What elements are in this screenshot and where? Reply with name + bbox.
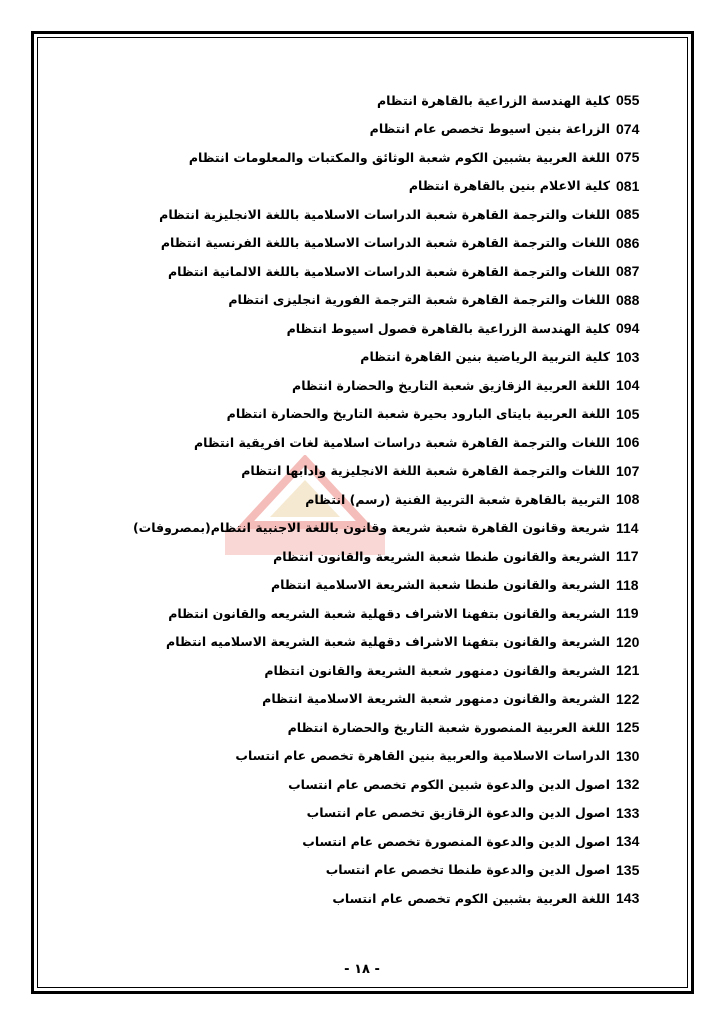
list-item: [60, 685, 650, 714]
list-item: [60, 599, 650, 628]
program-code: 107: [616, 462, 640, 479]
list-item: [60, 856, 650, 885]
program-code: 055: [616, 92, 640, 109]
program-name: اصول الدين والدعوة طنطا تخصص عام انتساب: [325, 862, 610, 878]
program-name: اصول الدين والدعوة المنصورة تخصص عام انتساب: [302, 833, 610, 849]
program-name: كلية الهندسة الزراعية بالقاهرة انتظام: [376, 92, 610, 108]
program-code: 118: [616, 576, 639, 593]
program-code: 121: [616, 662, 640, 679]
list-item: [60, 343, 650, 372]
program-name: اللغة العربية الزقازيق شعبة التاريخ والحضارة انتظام: [292, 377, 610, 393]
program-code: 085: [616, 206, 640, 223]
list-item: [60, 571, 650, 600]
program-code: 081: [616, 177, 640, 194]
program-code: 122: [616, 690, 640, 707]
program-name: اللغة العربية بشبين الكوم شعبة الوثائق والمكتبات والمعلومات انتظام: [188, 149, 610, 165]
program-code: 106: [616, 434, 640, 451]
list-item: [60, 286, 650, 315]
program-name: الشريعة والقانون بتفهنا الاشراف دقهلية شعبة الشريعة الاسلاميه انتظام: [166, 634, 610, 650]
program-code: 132: [616, 776, 640, 793]
program-name: اصول الدين والدعوة الزقازيق تخصص عام انتساب: [306, 805, 610, 821]
program-name: التربية بالقاهرة شعبة التربية الفنية (رسم) انتظام: [305, 491, 610, 507]
program-name: اصول الدين والدعوة شبين الكوم تخصص عام انتساب: [288, 776, 610, 792]
program-name: كلية التربية الرياضية بنين القاهرة انتظام: [360, 349, 610, 365]
program-name: اللغات والترجمة القاهرة شعبة اللغة الانجليزية وادابها انتظام: [241, 463, 610, 479]
list-item: [60, 371, 650, 400]
list-item: [60, 115, 650, 144]
program-name: اللغات والترجمة القاهرة شعبة الترجمة الفورية انجليزى انتظام: [228, 292, 610, 308]
program-list: [60, 86, 650, 913]
program-name: اللغات والترجمة القاهرة شعبة دراسات اسلامية لغات افريقية انتظام: [194, 434, 610, 450]
list-item: [60, 884, 650, 913]
list-item: [60, 257, 650, 286]
program-code: 087: [616, 263, 640, 280]
page-number: - ١٨ -: [344, 962, 380, 977]
program-name: اللغة العربية المنصورة شعبة التاريخ والحضارة انتظام: [287, 719, 610, 735]
program-name: كلية الهندسة الزراعية بالقاهرة فصول اسيوط انتظام: [286, 320, 610, 336]
program-name: اللغات والترجمة القاهرة شعبة الدراسات الاسلامية باللغة الانجليزية انتظام: [159, 206, 610, 222]
list-item: [60, 713, 650, 742]
list-item: [60, 742, 650, 771]
program-name: الشريعة والقانون دمنهور شعبة الشريعة الاسلامية انتظام: [262, 691, 610, 707]
program-code: 133: [616, 804, 640, 821]
program-code: 094: [616, 320, 640, 337]
list-item: [60, 542, 650, 571]
program-code: 134: [616, 833, 640, 850]
list-item: [60, 172, 650, 201]
list-item: [60, 799, 650, 828]
program-code: 125: [616, 719, 640, 736]
program-name: شريعة وقانون القاهرة شعبة شريعة وقانون باللغة الاجنبية انتظام(بمصروفات): [132, 520, 610, 536]
program-name: اللغات والترجمة القاهرة شعبة الدراسات الاسلامية باللغة الفرنسية انتظام: [160, 235, 610, 251]
program-code: 130: [616, 747, 640, 764]
list-item: [60, 827, 650, 856]
program-code: 103: [616, 348, 640, 365]
program-code: 120: [616, 633, 640, 650]
list-item: [60, 229, 650, 258]
program-name: الدراسات الاسلامية والعربية بنين القاهرة تخصص عام انتساب: [235, 748, 610, 764]
program-name: الشريعة والقانون بتفهنا الاشراف دقهلية شعبة الشريعه والقانون انتظام: [168, 605, 610, 621]
list-item: [60, 314, 650, 343]
list-item: [60, 457, 650, 486]
program-code: 088: [616, 291, 640, 308]
program-code: 074: [616, 120, 640, 137]
program-code: 086: [616, 234, 640, 251]
program-code: 135: [616, 861, 640, 878]
program-code: 114: [616, 519, 639, 536]
list-item: [60, 143, 650, 172]
program-name: اللغات والترجمة القاهرة شعبة الدراسات الاسلامية باللغة الالمانية انتظام: [167, 263, 610, 279]
list-item: [60, 656, 650, 685]
program-name: كلية الاعلام بنين بالقاهرة انتظام: [408, 178, 610, 194]
program-name: الشريعة والقانون طنطا شعبة الشريعة الاسلامية انتظام: [270, 577, 610, 593]
program-code: 105: [616, 405, 640, 422]
program-name: الزراعة بنين اسيوط تخصص عام انتظام: [369, 121, 610, 137]
list-item: [60, 628, 650, 657]
program-code: 143: [616, 890, 640, 907]
list-item: [60, 428, 650, 457]
list-item: [60, 770, 650, 799]
program-code: 117: [616, 548, 639, 565]
program-code: 119: [616, 605, 639, 622]
program-name: اللغة العربية بايتاى البارود بحيرة شعبة التاريخ والحضارة انتظام: [226, 406, 610, 422]
program-name: اللغة العربية بشبين الكوم تخصص عام انتساب: [332, 890, 610, 906]
program-code: 104: [616, 377, 640, 394]
program-code: 108: [616, 491, 640, 508]
program-code: 075: [616, 149, 640, 166]
list-item: [60, 514, 650, 543]
list-item: [60, 485, 650, 514]
list-item: [60, 86, 650, 115]
program-name: الشريعة والقانون دمنهور شعبة الشريعة والقانون انتظام: [264, 662, 610, 678]
program-name: الشريعة والقانون طنطا شعبة الشريعة والقانون انتظام: [273, 548, 610, 564]
list-item: [60, 400, 650, 429]
list-item: [60, 200, 650, 229]
